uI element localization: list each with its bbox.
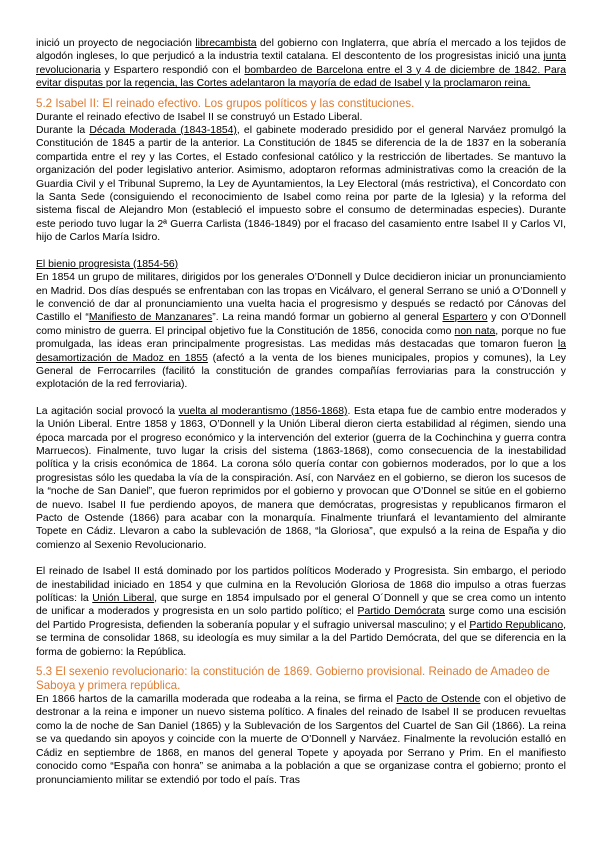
manifiesto-manzanares-link: Manifiesto de Manzanares [88, 312, 213, 324]
union-liberal-link: Unión Liberal [92, 593, 155, 605]
junta-revolucionaria-link: junta revolucionaria [36, 51, 566, 76]
decada-moderada-paragraph: Durante la Década Moderada (1843-1854), el gabinete moderado presidido por el general Narváez promulgó la Constitución de 1845 a partir de la anterior. La Constitución de 1845 se diferencia de la de 1837 en la soberanía compartida entre el rey y las Cortes, el Estado confesional católico y la restricción de libertades. Se mantuvo la organización del poder legislativo anterior. Asimismo, adoptaron reformas administrativas como la creación de la Guardia Civil y el Tribunal Supremo, la Ley de Ayuntamientos, la Ley Electoral (más restrictiva), el Concordato con la Santa Sede (consiguiendo el reconocimiento de Isabel como reina por parte de la Iglesia) y la reforma del sistema fiscal de Alejandro Mon (estableció el impuesto sobre el consumo de determinadas especies). Durante este periodo tuvo lugar la 2ª Guerra Carlista (1846-1849) por el fracaso del casamiento entre Isabel II y Carlos VI, hijo de Carlos María Isidro. [36, 125, 567, 244]
section-heading-5-3: 5.3 El sexenio revolucionario: la constitución de 1869. Gobierno provisional. Reinado de Amadeo de Saboya y primera república. [36, 665, 550, 693]
desamortizacion-madoz-link: la desamortización de Madoz en 1855 [36, 339, 566, 364]
vuelta-moderantismo-link: vuelta al moderantismo (1856-1868) [178, 405, 348, 417]
decada-moderada-link: Década Moderada (1843-1854) [89, 125, 237, 137]
pacto-ostende-link: Pacto de Ostende [396, 694, 481, 706]
partido-republicano-link: Partido Republicano [469, 619, 564, 631]
librecambista-link: librecambista [195, 38, 257, 49]
partidos-paragraph: El reinado de Isabel II está dominado por los partidos políticos Moderado y Progresista. Sin embargo, el periodo de inestabilidad iniciado en 1854 y que culmina en la Revolución Gloriosa de 1868 dio impulso a otras fuerzas políticas: la Unión Liberal, que surge en 1854 impulsado por el general O´Donnell y que se crea como un intento de unificar a moderados y progresista en un solo partido político; el Partido Demócrata surge como una escisión del Partido Progresista, defienden la soberanía popular y el sufragio universal masculino; y el Partido Republicano, se termina de consolidar 1868, su ideología es muy similar a la del Partido Demócrata, del que se diferencia en la forma de gobierno: la República. [36, 566, 566, 658]
bienio-subheading: El bienio progresista (1854-56) [36, 258, 179, 270]
sexenio-paragraph: En 1866 hartos de la camarilla moderada que rodeaba a la reina, se firma el Pacto de Ostende con el objetivo de destronar a la reina e imponer un nuevo sistema político. A finales del reinado de Isabel II se producen revueltas como la de noche de San Daniel (1865) y la Sublevación de los Sargentos del Cuartel de San Gil (1866). La reina se va quedando sin apoyos y coincide con la muerte de O’Donnell y Narváez. Finalmente la revolución estalló en Cádiz en septiembre de 1868, en manos del general Topete y apoyada por Serrano y Prim. En el manifiesto conocido como “España con honra” se animaba a la población a que se organizase contra el gobierno; pronto el pronunciamiento militar se extendió por todo el país. Tras [36, 694, 566, 786]
estado-liberal-lead: Durante el reinado efectivo de Isabel II se construyó un Estado Liberal. [36, 111, 363, 123]
bombardeo-barcelona-link: bombardeo de Barcelona entre el 3 y 4 de diciembre de 1842. Para evitar disputas por la regencia, las Cortes adelantaron la mayoría de edad de Isabel y la proclamaron reina. [36, 64, 566, 90]
intro-paragraph: inició un proyecto de negociación librecambista del gobierno con Inglaterra, que abría el mercado a los tejidos de algodón ingleses, lo que perjudicó a la industria textil catalana. El descontento de los progresistas inició una junta revolucionaria y Espartero respondió con el bombardeo de Barcelona entre el 3 y 4 de diciembre de 1842. Para evitar disputas por la regencia, las Cortes adelantaron la mayoría de edad de Isabel y la proclamaron reina. [36, 38, 566, 90]
bienio-paragraph: En 1854 un grupo de militares, dirigidos por los generales O’Donnell y Dulce decidieron iniciar un pronunciamiento en Madrid. Dos días después se enfrentaban con las tropas en Vicálvaro, el general Serrano se unió a O’Donnell y le convenció de dar al pronunciamiento una vuelta hacia el progresismo y después se redactó por Cánovas del Castillo el “Manifiesto de Manzanares”. La reina mandó formar un gobierno al general Espartero y con O’Donnell como ministro de guerra. El principal objetivo fue la Constitución de 1856, conocida como non nata, porque no fue promulgada, las ideas eran principalmente progresistas. Las medidas más destacadas que tomaron fueron la desamortización de Madoz en 1855 (afectó a la venta de los bienes municipales, propios y comunes), la Ley General de Ferrocarriles (facilitó la constitución de grandes compañías ferroviarias para la construcción y explotación de la red ferroviaria). [36, 272, 567, 391]
agitacion-paragraph: La agitación social provocó la vuelta al moderantismo (1856-1868). Esta etapa fue de cambio entre moderados y la Unión Liberal. Entre 1858 y 1863, O’Donnell y la Unión Liberal dieron cierta estabilidad al régimen, siendo una época marcada por el progreso económico y la intervención del exterior (guerra de la Cochinchina y guerra contra Marruecos). Finalmente, tuvo lugar la crisis del sistema (1863-1868), como consecuencia de la inestabilidad política y la crisis económica de 1864. La corona sólo quería contar con gobiernos moderados, por lo que a los progresistas sólo les quedaba la vía de la conspiración. Así, con Narváez en el gobierno, se dieron los sucesos de la “noche de San Daniel”, que fueron reprimidos por el gobierno y provocan que O’Donnel se sitúe en el gobierno de nuevo. Isabel II fue perdiendo apoyos, de manera que demócratas, progresistas y republicanos firmaron el Pacto de Ostende (1866) para acabar con la monarquía. Finalmente triunfará el levantamiento del almirante Topete en Cádiz. Llevaron a cabo la sublevación de 1868, “la Gloriosa”, que expulsó a la reina de España y dio comienzo al Sexenio Revolucionario. [36, 405, 567, 551]
section-heading-5-2: 5.2 Isabel II: El reinado efectivo. Los grupos políticos y las constituciones. [36, 96, 415, 110]
partido-democrata-link: Partido Demócrata [357, 606, 445, 618]
non-nata-link: non nata [454, 325, 496, 337]
espartero-link: Espartero [442, 312, 488, 324]
